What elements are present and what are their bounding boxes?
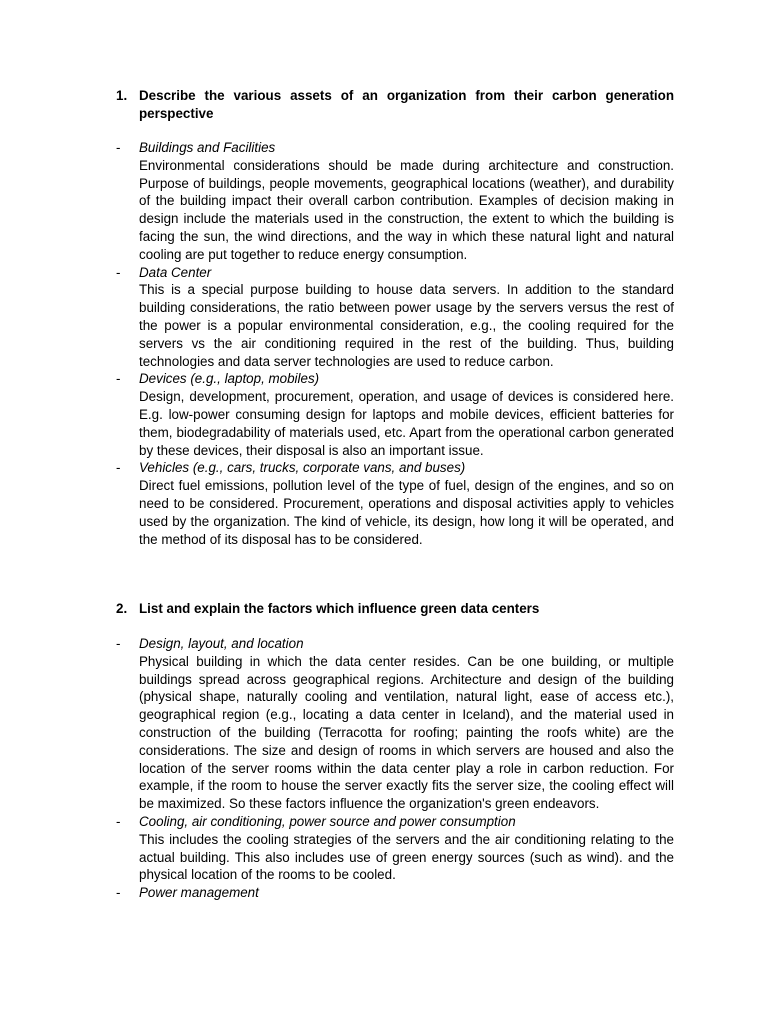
list-item xyxy=(116,884,674,902)
item-heading: Power management xyxy=(139,885,259,901)
list-dash: - xyxy=(116,264,121,280)
list-dash: - xyxy=(116,813,121,829)
list-dash: - xyxy=(116,885,121,901)
list-item xyxy=(116,370,674,459)
list-dash: - xyxy=(116,140,121,155)
list-item xyxy=(116,264,674,371)
question-1-text: Describe the various assets of an organization from their carbon generation perspective xyxy=(139,88,674,121)
question-2-answer-list xyxy=(116,635,674,902)
list-item xyxy=(116,139,674,264)
question-2 xyxy=(116,600,674,618)
item-text: Environmental considerations should be made during architecture and construction. Purpose of buildings, people movements, geographical locations (weather), and durability of the building impact their overall carbon contribution. Examples of decision making in design include the materials used in the construction, the extent to which the building is facing the sun, the wind directions, and the way in which these natural light and natural cooling are put together to reduce energy consumption. xyxy=(139,157,674,262)
list-dash: - xyxy=(116,636,121,651)
question-1-number: 1. xyxy=(116,88,128,103)
list-dash: - xyxy=(116,371,121,387)
item-heading: Buildings and Facilities xyxy=(139,140,276,155)
item-heading: Devices (e.g., laptop, mobiles) xyxy=(139,371,320,387)
item-heading: Design, layout, and location xyxy=(139,636,304,651)
question-2-number: 2. xyxy=(116,601,128,616)
item-heading: Data Center xyxy=(139,264,212,280)
item-text: Direct fuel emissions, pollution level of the type of fuel, design of the engines, and so on need to be considered. Procurement, operations and disposal activities apply to vehicles used by the organization. The kind of vehicle, its design, how long it will be operated, and the method of its disposal has to be considered. xyxy=(139,478,674,547)
question-1-answer-list xyxy=(116,139,674,548)
item-heading: Vehicles (e.g., cars, trucks, corporate vans, and buses) xyxy=(139,460,466,476)
list-item xyxy=(116,459,674,548)
list-item xyxy=(116,813,674,884)
list-dash: - xyxy=(116,460,121,476)
item-text: Design, development, procurement, operation, and usage of devices is considered here. E.g. low-power consuming design for laptops and mobile devices, efficient batteries for them, biodegradability of materials used, etc. Apart from the operational carbon generated by these devices, their disposal is also an important issue. xyxy=(139,389,674,458)
question-2-text: List and explain the factors which influence green data centers xyxy=(139,601,540,616)
item-heading: Cooling, air conditioning, power source and power consumption xyxy=(139,813,516,829)
list-item xyxy=(116,635,674,813)
question-1 xyxy=(116,87,674,123)
item-text: This is a special purpose building to house data servers. In addition to the standard building considerations, the ratio between power usage by the servers versus the rest of the power is a popular environmental consideration, e.g., the cooling required for the servers vs the air conditioning required in the rest of the building. Thus, building technologies and data server technologies are used to reduce carbon. xyxy=(139,282,674,369)
item-text: This includes the cooling strategies of the servers and the air conditioning relating to the actual building. This also includes use of green energy sources (such as wind). and the physical location of the rooms to be cooled. xyxy=(139,831,674,883)
item-text: Physical building in which the data center resides. Can be one building, or multiple buildings spread across geographical regions. Architecture and design of the building (physical shape, naturally cooling and ventilation, natural light, ease of access etc.), geographical region (e.g., locating a data center in Iceland), and the material used in construction of the building (Terracotta for roofing; painting the roofs white) are the considerations. The size and design of rooms in which servers are housed and also the location of the server rooms within the data center play a role in carbon reduction. For example, if the room to house the server exactly fits the server size, the cooling effect will be maximized. So these factors influence the organization's green endeavors. xyxy=(139,653,674,812)
